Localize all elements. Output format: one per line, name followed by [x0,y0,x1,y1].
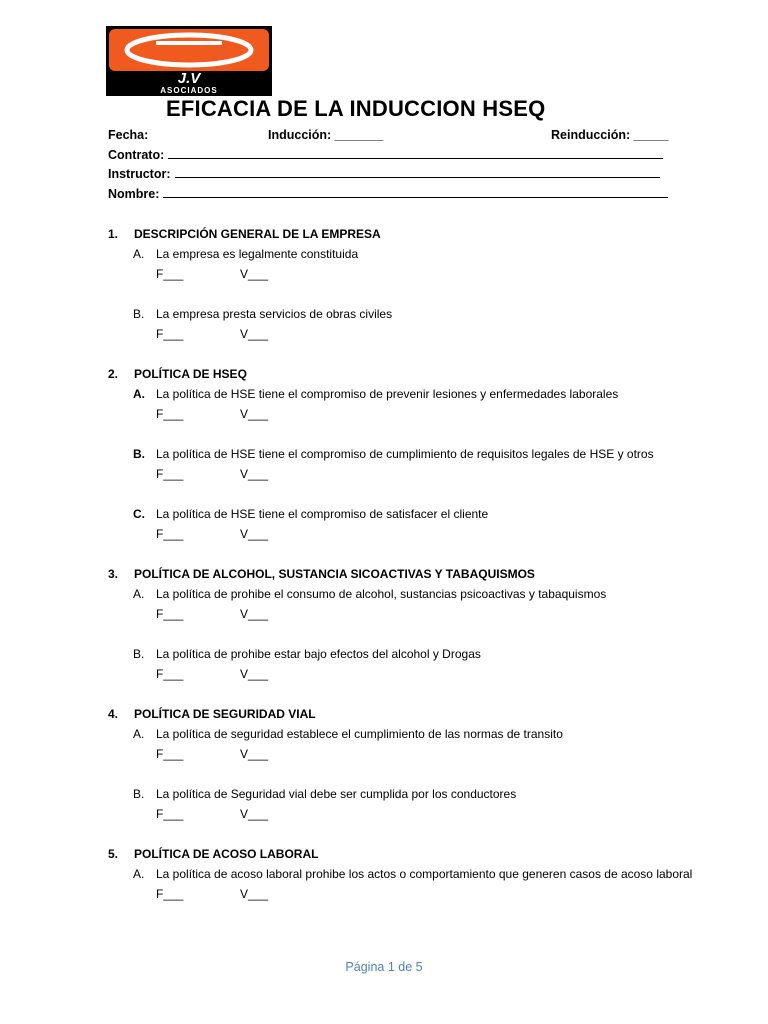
true-option[interactable]: V___ [240,747,269,761]
false-option[interactable]: F___ [156,667,184,681]
question-3b: B. La política de prohibe estar bajo efectos del alcohol y Drogas F___ V___ [133,644,728,684]
true-option[interactable]: V___ [240,667,269,681]
company-logo [106,26,272,96]
question-2a: A. La política de HSE tiene el compromiso de prevenir lesiones y enfermedades laborales F___ V___ [133,384,728,444]
contrato-line[interactable] [168,147,663,159]
instructor-field[interactable] [108,166,660,181]
nombre-label: Nombre: [108,187,160,201]
section-title: 2. POLÍTICA DE HSEQ [108,367,247,381]
true-option[interactable]: V___ [240,267,269,281]
question-2b: B. La política de HSE tiene el compromiso de cumplimiento de requisitos legales de HSE y otros F___ V___ [133,444,728,504]
false-option[interactable]: F___ [156,327,184,341]
section-title: 5. POLÍTICA DE ACOSO LABORAL [108,847,319,861]
true-option[interactable]: V___ [240,527,269,541]
page-title: EFICACIA DE LA INDUCCION HSEQ [166,96,546,121]
false-option[interactable]: F___ [156,887,184,901]
svg-text:J.V: J.V [177,70,201,87]
false-option[interactable]: F___ [156,527,184,541]
question-5a: A. La política de acoso laboral prohibe los actos o comportamiento que generen casos de acoso laboral F___ V___ [133,864,728,904]
instructor-line[interactable] [175,166,660,178]
false-option[interactable]: F___ [156,807,184,821]
question-4a: A. La política de seguridad establece el cumplimiento de las normas de transito F___ V___ [133,724,728,784]
question-2c: C. La política de HSE tiene el compromiso de satisfacer el cliente F___ V___ [133,504,728,544]
true-option[interactable]: V___ [240,407,269,421]
section-title: 3. POLÍTICA DE ALCOHOL, SUSTANCIA SICOACTIVAS Y TABAQUISMOS [108,567,535,581]
contrato-label: Contrato: [108,148,165,162]
instructor-label: Instructor: [108,167,171,181]
true-option[interactable]: V___ [240,887,269,901]
section-5 [108,844,728,904]
reinduccion-field[interactable]: Reinducción: _____ [551,128,669,142]
section-2 [108,364,728,544]
page-number: Página 1 de 5 [345,960,423,974]
section-title: 4. POLÍTICA DE SEGURIDAD VIAL [108,707,316,721]
section-title: 1. DESCRIPCIÓN GENERAL DE LA EMPRESA [108,227,381,241]
induccion-field[interactable]: Inducción: _______ [268,128,384,142]
false-option[interactable]: F___ [156,267,184,281]
false-option[interactable]: F___ [156,467,184,481]
section-4 [108,704,728,824]
question-3a: A. La política de prohibe el consumo de alcohol, sustancias psicoactivas y tabaquismos F___ V___ [133,584,728,644]
false-option[interactable]: F___ [156,747,184,761]
true-option[interactable]: V___ [240,327,269,341]
true-option[interactable]: V___ [240,607,269,621]
svg-text:ASOCIADOS: ASOCIADOS [160,86,218,95]
question-1b: B. La empresa presta servicios de obras civiles F___ V___ [133,304,728,344]
question-1a: A. La empresa es legalmente constituida F___ V___ [133,244,728,304]
false-option[interactable]: F___ [156,607,184,621]
question-4b: B. La política de Seguridad vial debe ser cumplida por los conductores F___ V___ [133,784,728,824]
true-option[interactable]: V___ [240,807,269,821]
fecha-label: Fecha: [108,128,149,142]
section-1 [108,224,728,344]
nombre-line[interactable] [163,186,668,198]
section-3 [108,564,728,684]
nombre-field[interactable] [108,186,668,201]
false-option[interactable]: F___ [156,407,184,421]
contrato-field[interactable] [108,147,663,162]
true-option[interactable]: V___ [240,467,269,481]
